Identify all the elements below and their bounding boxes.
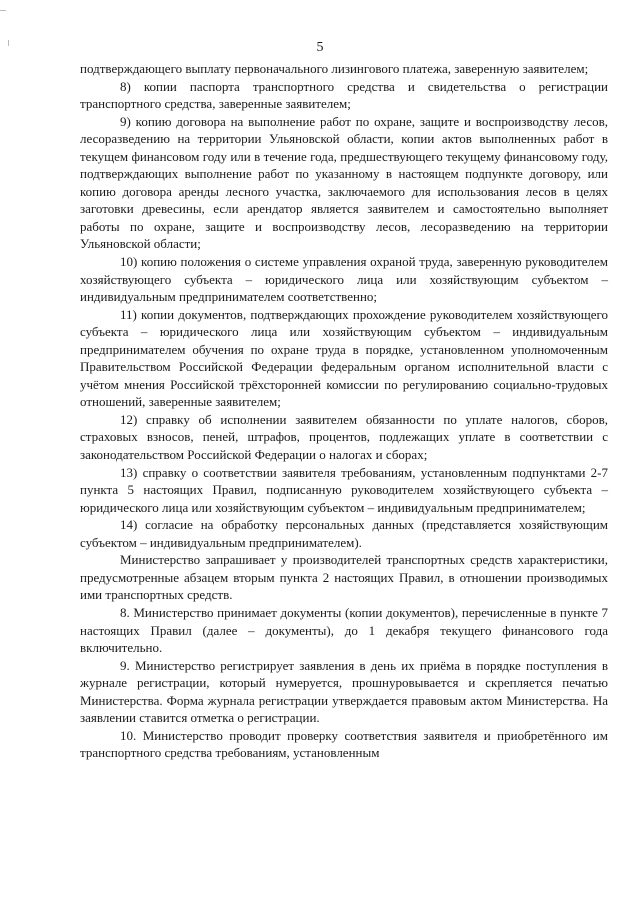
list-item-12: 12) справку об исполнении заявителем обязанности по уплате налогов, сборов, страховых взносов, пеней, штрафов, процентов, подлежащих уплате в соответствии с законодательством Российской Федерации о налогах и сборах; <box>80 411 608 463</box>
paragraph-ministry-request: Министерство запрашивает у производителей транспортных средств характеристики, предусмотренные абзацем вторым пункта 2 настоящих Правил, в отношении производимых ими транспортных средств. <box>80 552 608 603</box>
page-number: 5 <box>316 40 324 55</box>
list-item-10: 10) копию положения о системе управления охраной труда, заверенную руководителем хозяйствующего субъекта – юридического лица или хозяйствующим субъектом – индивидуальным предпринимателем соответственно; <box>80 254 608 305</box>
document-body <box>80 60 608 762</box>
clause-9: 9. Министерство регистрирует заявления в день их приёма в порядке поступления в журнале регистрации, который нумеруется, прошнуровывается и скрепляется печатью Министерства. Форма журнала регистрации утверждается правовым актом Министерства. На заявлении ставится отметка о регистрации. <box>80 657 608 726</box>
list-item-8: 8) копии паспорта транспортного средства и свидетельства о регистрации транспортного средства, заверенные заявителем; <box>80 78 608 112</box>
clause-8: 8. Министерство принимает документы (копии документов), перечисленные в пункте 7 настоящих Правил (далее – документы), до 1 декабря текущего финансового года включительно. <box>80 604 608 656</box>
scan-edge-mark-top <box>0 10 6 11</box>
list-item-14: 14) согласие на обработку персональных данных (представляется хозяйствующим субъектом – индивидуальным предпринимателем). <box>80 517 608 550</box>
clause-10: 10. Министерство проводит проверку соответствия заявителя и приобретённого им транспортного средства требованиям, установленным <box>80 727 608 761</box>
paragraph-continuation: подтверждающего выплату первоначального лизингового платежа, заверенную заявителем; <box>80 61 589 76</box>
list-item-9: 9) копию договора на выполнение работ по охране, защите и воспроизводству лесов, лесоразведению на территории Ульяновской области, копии актов выполненных работ в текущем финансовом году или в течение года, предшествующего текущему финансовому году, подтверждающих выполнение работ по указанному в настоящем подпункте договору, или копию договора аренды лесного участка, заключаемого для использования лесов в целях заготовки древесины, если арендатор является заявителем и самостоятельно выполняет работы по охране, защите и воспроизводству лесов, лесоразведению на территории Ульяновской области; <box>80 113 608 252</box>
list-item-13: 13) справку о соответствии заявителя требованиям, установленным подпунктами 2-7 пункта 5 настоящих Правил, подписанную руководителем хозяйствующего субъекта – юридического лица или хозяйствующим субъектом – индивидуальным предпринимателем; <box>80 464 608 515</box>
list-item-11: 11) копии документов, подтверждающих прохождение руководителем хозяйствующего субъекта – юридического лица или хозяйствующим субъектом – индивидуальным предпринимателем обучения по охране труда в порядке, установленном уполномоченным Правительством Российской Федерации федеральным органом исполнительной власти с учётом мнения Российской трёхсторонней комиссии по регулированию социально-трудовых отношений, заверенные заявителем; <box>80 306 608 410</box>
